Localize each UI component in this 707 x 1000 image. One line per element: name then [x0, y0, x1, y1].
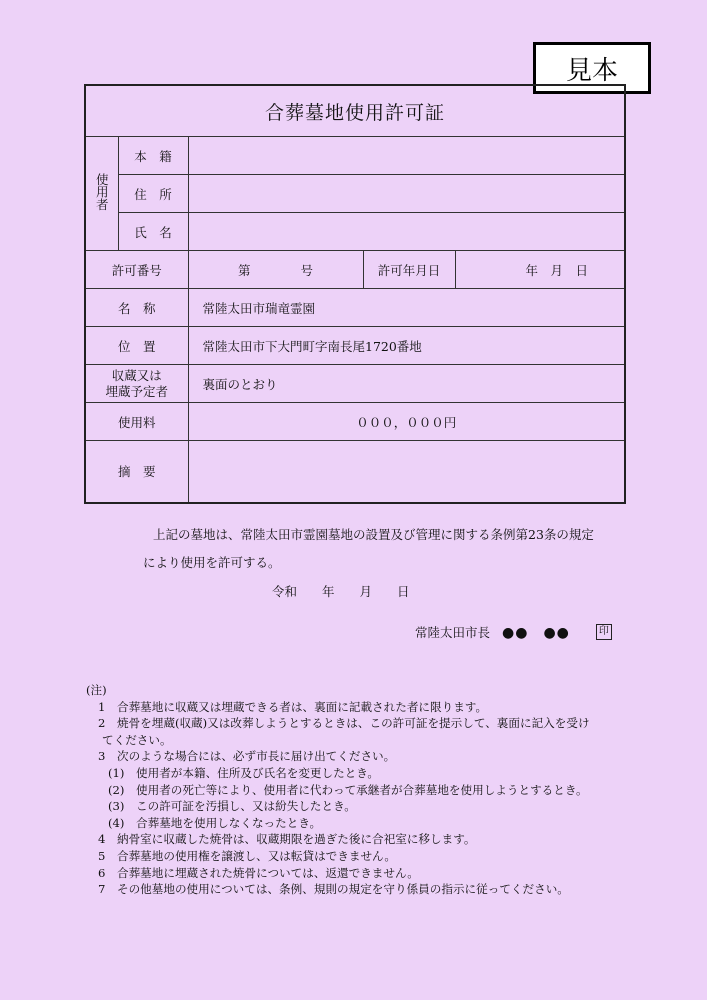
mayor-title: 常陸太田市長 [415, 625, 491, 640]
summary-label: 摘 要 [85, 441, 188, 503]
honseki-field[interactable] [188, 137, 625, 175]
permit-form-table [84, 84, 626, 504]
note-item: 1 合葬墓地に収蔵又は埋蔵できる者は、裏面に記載された者に限ります。 [98, 699, 488, 714]
permit-number-value[interactable]: 第 号 [188, 251, 363, 289]
fee-value[interactable]: ０００，０００円 [188, 403, 625, 441]
sample-stamp: 見本 [533, 42, 651, 94]
note-item: 4 納骨室に収蔵した焼骨は、収蔵期限を過ぎた後に合祀室に移します。 [98, 832, 476, 847]
seal-mark: 印 [596, 624, 612, 640]
burial-label [85, 365, 188, 403]
user-group-label-text: 使用者 [94, 172, 110, 211]
address-field[interactable] [188, 175, 625, 213]
permit-date-label: 許可年月日 [363, 251, 455, 289]
notes-header: (注) [86, 683, 107, 697]
note-item: 3 次のような場合には、必ず市長に届け出てください。 [98, 749, 396, 764]
mayor-name: ●● ●● [502, 625, 570, 641]
permit-date-value[interactable]: 年 月 日 [455, 251, 625, 289]
note-subitem: (3) この許可証を汚損し、又は紛失したとき。 [108, 799, 356, 814]
fee-label: 使用料 [85, 403, 188, 441]
burial-label-line2: 埋蔵予定者 [105, 383, 168, 399]
note-subitem: (2) 使用者の死亡等により、使用者に代わって承継者が合葬墓地を使用しようとするとき。 [108, 782, 588, 797]
address-label: 住 所 [118, 175, 188, 213]
cemetery-name-value: 常陸太田市瑞竜霊園 [188, 289, 625, 327]
note-subitem: (1) 使用者が本籍、住所及び氏名を変更したとき。 [108, 765, 380, 780]
cemetery-name-label: 名 称 [85, 289, 188, 327]
note-item: 7 その他墓地の使用については、条例、規則の規定を守り係員の指示に従ってください。 [98, 882, 569, 897]
burial-value: 裏面のとおり [188, 365, 625, 403]
location-label: 位 置 [85, 327, 188, 365]
note-item: 6 合葬墓地に埋蔵された焼骨については、返還できません。 [98, 865, 419, 880]
note-item: 2 焼骨を埋蔵(収蔵)又は改葬しようとするときは、この許可証を提示して、裏面に記入を受け [98, 716, 590, 731]
summary-field[interactable] [188, 441, 625, 503]
issue-date-line: 令和 年 月 日 [272, 584, 410, 599]
location-value: 常陸太田市下大門町字南長尾1720番地 [188, 327, 625, 365]
name-field[interactable] [188, 213, 625, 251]
mayor-signature [415, 622, 612, 642]
honseki-label: 本 籍 [118, 137, 188, 175]
permit-number-label: 許可番号 [85, 251, 188, 289]
note-subitem: (4) 合葬墓地を使用しなくなったとき。 [108, 815, 322, 830]
permission-notice [143, 521, 613, 577]
note-item-continuation: てください。 [102, 732, 172, 747]
user-group-label [85, 137, 118, 251]
notice-line-1: 上記の墓地は、常陸太田市霊園墓地の設置及び管理に関する条例第23条の規定 [153, 527, 594, 542]
name-label: 氏 名 [118, 213, 188, 251]
form-title: 合葬墓地使用許可証 [85, 85, 625, 137]
notes-section [86, 682, 646, 898]
notice-line-2: により使用を許可する。 [143, 555, 281, 570]
note-item: 5 合葬墓地の使用権を譲渡し、又は転貸はできません。 [98, 848, 396, 863]
burial-label-line1: 収蔵又は [111, 367, 162, 383]
